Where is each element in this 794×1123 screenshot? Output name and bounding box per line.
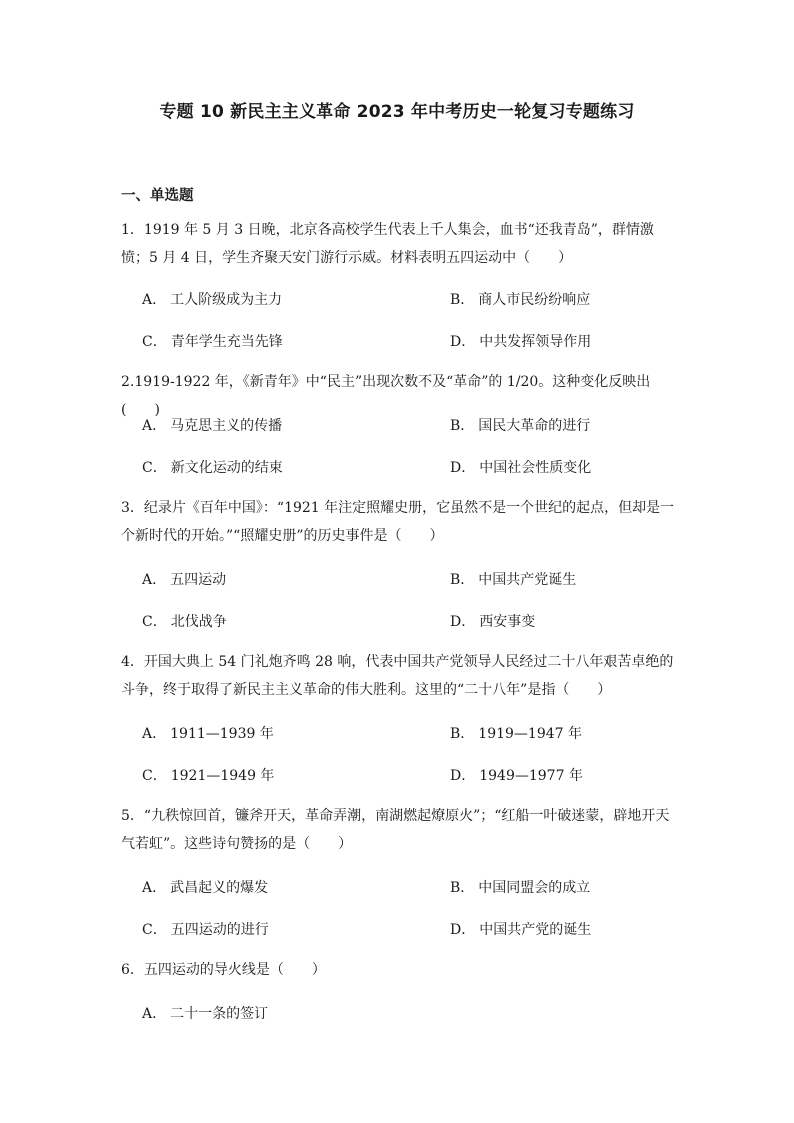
document-title: 专题 10 新民主主义革命 2023 年中考历史一轮复习专题练习 (159, 102, 635, 122)
option-text: 1921—1949 年 (170, 768, 275, 784)
option-key: B． (450, 726, 475, 742)
option-text: 中国同盟会的成立 (478, 880, 591, 896)
option-text: 西安事变 (479, 614, 536, 630)
option-text: 北伐战争 (170, 614, 227, 630)
option-key: D． (450, 922, 476, 938)
question-2-option-a[interactable] (142, 416, 282, 436)
question-3-option-c[interactable] (142, 612, 227, 632)
option-key: C． (142, 460, 167, 476)
question-4-stem: 4．开国大典上 54 门礼炮齐鸣 28 响，代表中国共产党领导人民经过二十八年艰苦卓绝的斗争，终于取得了新民主主义革命的伟大胜利。这里的“二十八年”是指（ ） (121, 654, 674, 698)
option-key: A． (142, 418, 167, 434)
option-key: B． (450, 418, 475, 434)
option-text: 武昌起义的爆发 (170, 880, 269, 896)
option-key: A． (142, 292, 167, 308)
option-text: 中共发挥领导作用 (479, 334, 592, 350)
question-2-option-b[interactable] (450, 416, 590, 436)
option-text: 五四运动的进行 (170, 922, 269, 938)
option-key: B． (450, 292, 475, 308)
question-5-stem: 5．“九秩惊回首，镰斧开天，革命弄潮，南湖燃起燎原火”；“红船一叶破迷蒙，辟地开天气若虹”。这些诗句赞扬的是（ ） (121, 808, 670, 852)
option-text: 五四运动 (170, 572, 227, 588)
question-3-option-d[interactable] (450, 612, 535, 632)
option-text: 青年学生充当先锋 (170, 334, 283, 350)
question-1-option-c[interactable] (142, 332, 283, 352)
option-key: D． (450, 334, 476, 350)
option-key: C． (142, 768, 167, 784)
question-1-option-b[interactable] (450, 290, 590, 310)
option-text: 二十一条的签订 (170, 1006, 269, 1022)
option-key: A． (142, 880, 167, 896)
question-1-option-d[interactable] (450, 332, 591, 352)
option-text: 1911—1939 年 (170, 726, 274, 742)
question-3-option-b[interactable] (450, 570, 576, 590)
option-text: 国民大革命的进行 (478, 418, 591, 434)
option-text: 新文化运动的结束 (170, 460, 283, 476)
question-4-option-c[interactable] (142, 766, 274, 786)
question-4-option-d[interactable] (450, 766, 583, 786)
option-key: B． (450, 880, 475, 896)
option-key: A． (142, 572, 167, 588)
question-2-option-c[interactable] (142, 458, 283, 478)
option-text: 中国社会性质变化 (479, 460, 592, 476)
option-key: A． (142, 726, 167, 742)
option-key: D． (450, 768, 476, 784)
option-text: 中国共产党诞生 (478, 572, 577, 588)
question-5-option-a[interactable] (142, 878, 268, 898)
question-1-option-a[interactable] (142, 290, 282, 310)
option-key: C． (142, 922, 167, 938)
option-text: 工人阶级成为主力 (170, 292, 283, 308)
question-2-option-d[interactable] (450, 458, 591, 478)
option-text: 马克思主义的传播 (170, 418, 283, 434)
question-4-option-a[interactable] (142, 724, 274, 744)
question-6-option-a[interactable] (142, 1004, 268, 1024)
option-key: C． (142, 334, 167, 350)
question-5-option-c[interactable] (142, 920, 269, 940)
option-key: D． (450, 614, 476, 630)
option-text: 中国共产党的诞生 (479, 922, 592, 938)
question-6-stem: 6．五四运动的导火线是（ ） (121, 962, 326, 978)
option-key: D． (450, 460, 476, 476)
option-text: 1949—1977 年 (479, 768, 583, 784)
option-key: B． (450, 572, 475, 588)
question-5-option-b[interactable] (450, 878, 590, 898)
section-heading: 一、单选题 (121, 188, 194, 204)
option-key: A． (142, 1006, 167, 1022)
question-1-stem: 1．1919 年 5 月 3 日晚，北京各高校学生代表上千人集会，血书“还我青岛”，群情激愤；5 月 4 日，学生齐聚天安门游行示威。材料表明五四运动中（ ） (121, 222, 654, 266)
question-2-stem: 2.1919-1922 年，《新青年》中“民主”出现次数不及“革命”的 1/20。这种变化反映出( ) (121, 374, 651, 418)
question-3-stem: 3．纪录片《百年中国》：“1921 年注定照耀史册，它虽然不是一个世纪的起点，但却是一个新时代的开始。”“照耀史册”的历史事件是（ ） (121, 500, 675, 544)
question-4-option-b[interactable] (450, 724, 582, 744)
question-5-option-d[interactable] (450, 920, 591, 940)
option-text: 商人市民纷纷响应 (478, 292, 591, 308)
option-text: 1919—1947 年 (478, 726, 583, 742)
question-3-option-a[interactable] (142, 570, 226, 590)
option-key: C． (142, 614, 167, 630)
